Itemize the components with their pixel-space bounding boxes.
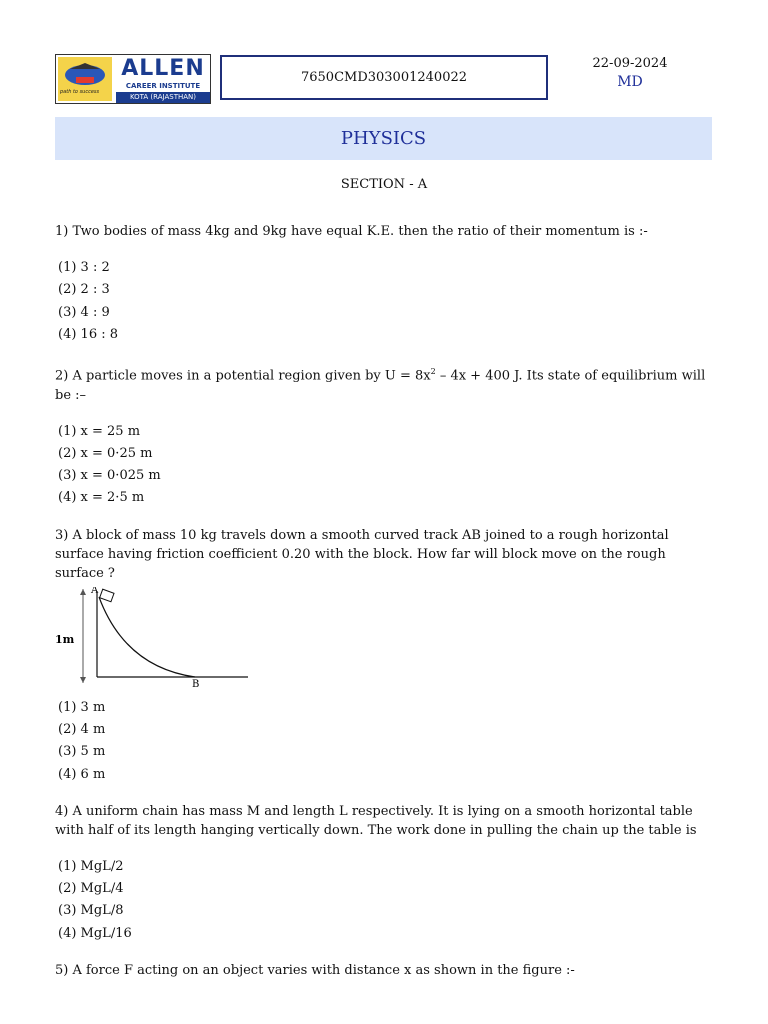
option-4[interactable]: (4) x = 2·5 m [58, 490, 145, 506]
superscript: 2 [430, 367, 436, 377]
exam-date: 22-09-2024 [592, 56, 668, 71]
option-4[interactable]: (4) 6 m [58, 766, 106, 782]
curved-track [99, 597, 195, 677]
option-1[interactable]: (1) x = 25 m [58, 423, 141, 439]
logo-brand: ALLEN [121, 56, 205, 81]
question-text: 3) A block of mass 10 kg travels down a smooth curved track AB joined to a rough horizontal surface having friction coefficient 0.20 with the block. How far will block move on the rough surface ? [55, 527, 669, 581]
point-b-label: B [192, 678, 200, 687]
options [58, 856, 715, 945]
option-1[interactable]: (1) 3 : 2 [58, 260, 110, 275]
options [58, 257, 715, 346]
question-2 [55, 362, 715, 510]
options [58, 421, 715, 510]
section-heading: SECTION - A [340, 177, 428, 192]
option-2[interactable]: (2) MgL/4 [58, 881, 124, 897]
question-1 [55, 222, 715, 346]
question-text: 5) A force F acting on an object varies with distance x as shown in the figure :- [55, 963, 575, 979]
point-a-label: A [91, 586, 99, 596]
option-2[interactable]: (2) 2 : 3 [58, 282, 110, 298]
subject-banner [55, 117, 712, 160]
question-4 [55, 802, 715, 945]
options [58, 697, 715, 786]
subject-title: PHYSICS [340, 128, 427, 149]
height-label: 1m [55, 632, 75, 646]
question-text-part-a: 2) A particle moves in a potential region given by U = 8x [55, 368, 431, 384]
curved-track-figure [55, 587, 255, 687]
option-1[interactable]: (1) MgL/2 [58, 858, 124, 874]
paper-code-box [220, 55, 548, 100]
option-3[interactable]: (3) 5 m [58, 744, 106, 760]
exam-tag: MD [617, 74, 643, 90]
question-list [55, 222, 715, 980]
logo-tagline: path to success [60, 89, 100, 95]
question-text [55, 362, 715, 404]
option-3[interactable]: (3) x = 0·025 m [58, 468, 161, 484]
logo-subtitle: CAREER INSTITUTE [125, 82, 201, 90]
question-text: 1) Two bodies of mass 4kg and 9kg have equal K.E. then the ratio of their momentum is :- [55, 224, 648, 239]
option-2[interactable]: (2) 4 m [58, 722, 106, 737]
question-3 [55, 526, 715, 786]
question-5 [55, 961, 715, 980]
option-3[interactable]: (3) MgL/8 [58, 903, 124, 919]
option-3[interactable]: (3) 4 : 9 [58, 304, 110, 320]
allen-logo [55, 54, 211, 104]
option-1[interactable]: (1) 3 m [58, 699, 106, 715]
question-text: 4) A uniform chain has mass M and length L respectively. It is lying on a smooth horizontal table with half of its length hanging vertically down. The work done in pulling the chain up the table is [55, 803, 697, 838]
paper-code: 7650CMD303001240022 [300, 70, 468, 85]
logo-city: KOTA (RAJASTHAN) [116, 92, 210, 103]
option-4[interactable]: (4) 16 : 8 [58, 326, 119, 342]
block-icon [100, 589, 114, 602]
option-4[interactable]: (4) MgL/16 [58, 925, 132, 941]
question-text-part-b: – 4x + 400 J. Its state of equilibrium will be :– [55, 368, 706, 403]
option-2[interactable]: (2) x = 0·25 m [58, 445, 153, 461]
